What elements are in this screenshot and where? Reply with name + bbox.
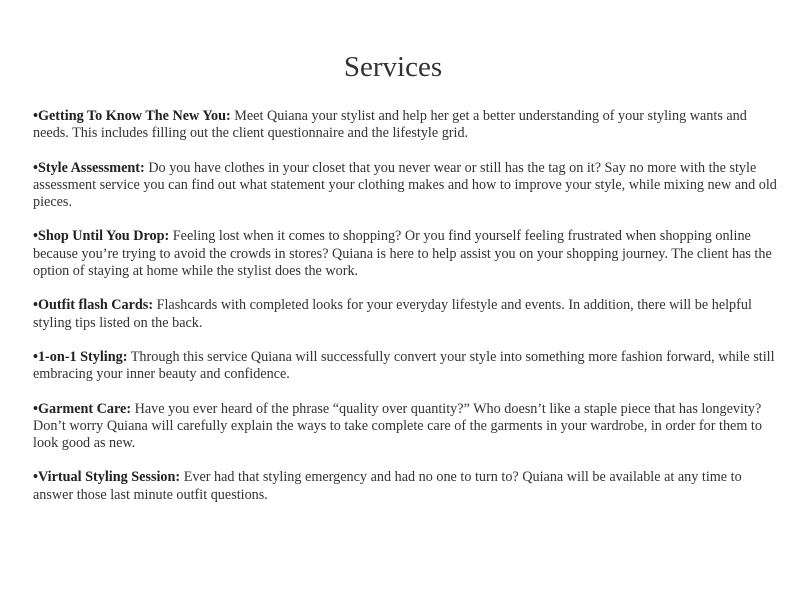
service-name: •Getting To Know The New You: bbox=[33, 108, 231, 124]
service-description: Feeling lost when it comes to shopping? Or you find yourself feeling frustrated when shopping online because you’re trying to avoid the crowds in stores? Quiana is here to help assist you on your shopping journey. The client has the option of staying at home while the stylist does the work. bbox=[33, 228, 772, 280]
service-shop-until-you-drop bbox=[33, 228, 785, 280]
service-name: •Outfit flash Cards: bbox=[33, 297, 154, 314]
service-description: Do you have clothes in your closet that you never wear or still has the tag on it? Say no more with the style assessment service you can find out what statement your clothing makes and how to improve your style, while mixing new and old pieces. bbox=[33, 159, 777, 211]
service-one-on-one-styling bbox=[33, 349, 785, 384]
service-description: Flashcards with completed looks for your everyday lifestyle and events. In addition, there will be helpful styling tips listed on the back. bbox=[33, 297, 752, 331]
service-description: Ever had that styling emergency and had no one to turn to? Quiana will be available at any time to answer those last minute outfit questions. bbox=[33, 469, 742, 503]
service-outfit-flash-cards bbox=[33, 297, 785, 332]
service-name: •Garment Care: bbox=[33, 400, 132, 417]
service-name: •Style Assessment: bbox=[33, 159, 145, 176]
service-name: •Virtual Styling Session: bbox=[33, 469, 181, 486]
service-style-assessment bbox=[33, 160, 785, 212]
service-name: •1-on-1 Styling: bbox=[33, 348, 128, 365]
service-virtual-styling-session bbox=[33, 469, 785, 504]
service-name: •Shop Until You Drop: bbox=[33, 228, 170, 245]
service-garment-care bbox=[33, 401, 785, 453]
service-getting-to-know-you bbox=[33, 108, 785, 143]
service-description: Meet Quiana your stylist and help her get a better understanding of your styling wants and needs. This includes filling out the client questionnaire and the lifestyle grid. bbox=[33, 108, 747, 142]
page-title: Services bbox=[343, 51, 443, 83]
services-list bbox=[33, 108, 785, 504]
service-description: Have you ever heard of the phrase “quality over quantity?” Who doesn’t like a staple piece that has longevity? Don’t worry Quiana will carefully explain the ways to take complete care of the garments in your wardrobe, in order for them to look good as new. bbox=[33, 400, 762, 452]
service-description: Through this service Quiana will successfully convert your style into something more fashion forward, while still embracing your inner beauty and confidence. bbox=[33, 348, 775, 383]
